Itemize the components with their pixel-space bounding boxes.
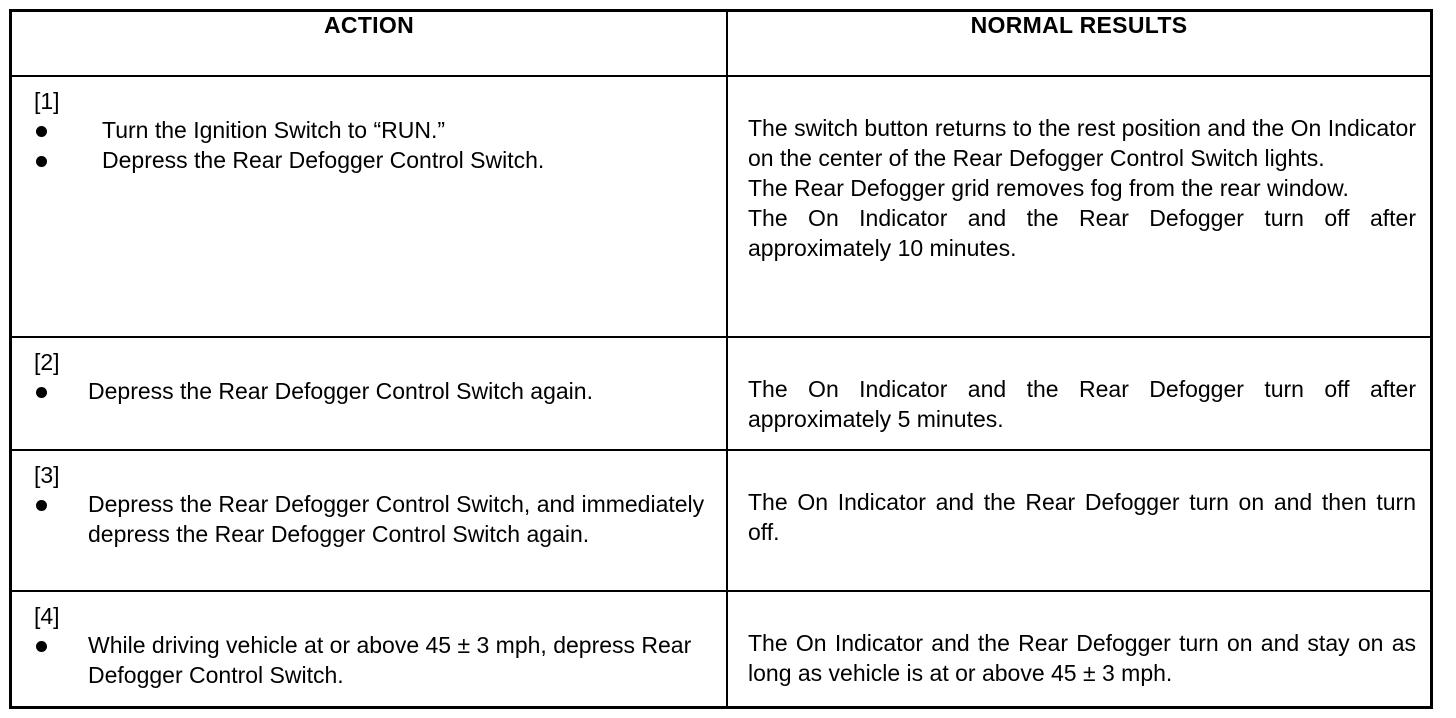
action-item xyxy=(34,115,712,145)
step-number: [2] xyxy=(34,349,60,375)
bullet-icon xyxy=(36,641,47,652)
bullet-icon xyxy=(36,387,47,398)
action-text: Depress the Rear Defogger Control Switch. xyxy=(102,147,545,173)
result-cell xyxy=(727,337,1430,450)
table-row xyxy=(12,76,1430,337)
bullet-icon xyxy=(36,126,47,137)
action-item xyxy=(34,376,712,406)
result-cell xyxy=(727,76,1430,337)
result-text: The Rear Defogger grid removes fog from the rear window. xyxy=(748,175,1349,201)
procedure-table xyxy=(12,12,1430,706)
result-text: The On Indicator and the Rear Defogger turn off after approximately 10 minutes. xyxy=(748,205,1416,261)
normal-results-column-header: NORMAL RESULTS xyxy=(727,12,1430,76)
bullet-icon xyxy=(36,500,47,511)
action-text: Turn the Ignition Switch to “RUN.” xyxy=(102,117,445,143)
table-row xyxy=(12,591,1430,706)
action-text: While driving vehicle at or above 45 ± 3 mph, depress Rear Defogger Control Switch. xyxy=(88,632,692,688)
result-text: The switch button returns to the rest position and the On Indicator on the center of the Rear Defogger Control Switch lights. xyxy=(748,115,1416,171)
result-text: The On Indicator and the Rear Defogger turn on and stay on as long as vehicle is at or above 45 ± 3 mph. xyxy=(748,630,1416,686)
action-text: Depress the Rear Defogger Control Switch again. xyxy=(88,378,593,404)
action-column-header: ACTION xyxy=(12,12,727,76)
table-row xyxy=(12,337,1430,450)
step-number: [3] xyxy=(34,462,60,488)
step-number: [4] xyxy=(34,603,60,629)
step-number: [1] xyxy=(34,88,60,114)
action-cell xyxy=(12,591,727,706)
bullet-icon xyxy=(36,156,47,167)
action-item xyxy=(34,489,712,549)
procedure-table-frame xyxy=(9,9,1433,709)
action-cell xyxy=(12,450,727,591)
result-cell xyxy=(727,450,1430,591)
action-item xyxy=(34,630,712,690)
result-cell xyxy=(727,591,1430,706)
action-cell xyxy=(12,337,727,450)
action-cell xyxy=(12,76,727,337)
table-row xyxy=(12,450,1430,591)
result-text: The On Indicator and the Rear Defogger turn on and then turn off. xyxy=(748,489,1416,545)
action-text: Depress the Rear Defogger Control Switch, and immediately depress the Rear Defogger Control Switch again. xyxy=(88,491,705,547)
result-text: The On Indicator and the Rear Defogger turn off after approximately 5 minutes. xyxy=(748,376,1416,432)
action-item xyxy=(34,145,712,175)
